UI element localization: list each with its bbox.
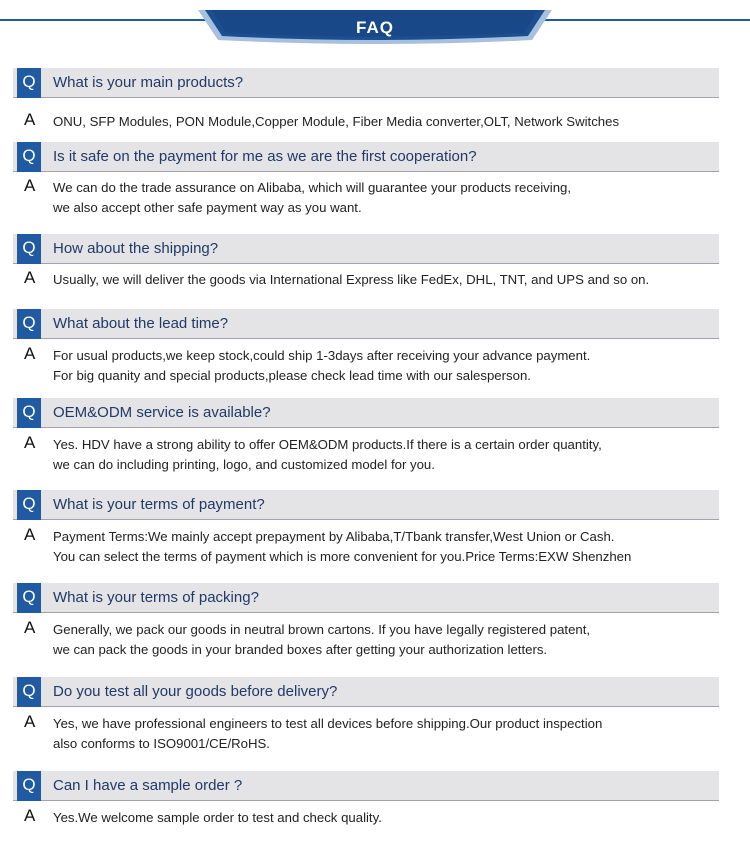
faq-question-row: [13, 677, 719, 707]
faq-answer-line: we also accept other safe payment way as you want.: [53, 199, 362, 215]
faq-question-row: [13, 583, 719, 613]
faq-question: What is your terms of payment?: [53, 496, 265, 513]
answer-marker: A: [24, 618, 36, 637]
answer-marker: A: [24, 806, 36, 825]
faq-question: OEM&ODM service is available?: [53, 404, 271, 421]
answer-marker: A: [24, 433, 36, 452]
faq-answer-line: You can select the terms of payment which is more convenient for you.Price Terms:EXW Shenzhen: [53, 548, 632, 564]
faq-answer-line: ONU, SFP Modules, PON Module,Copper Module, Fiber Media converter,OLT, Network Switches: [53, 114, 620, 129]
answer-marker: A: [24, 110, 36, 129]
faq-question-row: [13, 68, 719, 98]
faq-question-row: [13, 234, 719, 264]
faq-answer-line: For big quanity and special products,please check lead time with our salesperson.: [53, 367, 531, 383]
faq-question-row: [13, 142, 719, 172]
faq-answer-line: we can pack the goods in your branded boxes after getting your authorization letters.: [53, 641, 548, 657]
faq-answer-line: Yes.We welcome sample order to test and check quality.: [53, 810, 382, 825]
faq-answer-line: Generally, we pack our goods in neutral brown cartons. If you have legally registered patent,: [53, 622, 591, 637]
answer-marker: A: [24, 525, 36, 544]
page-title: FAQ: [356, 18, 394, 37]
answer-marker: A: [24, 176, 36, 195]
faq-header: [0, 0, 750, 60]
faq-question: What about the lead time?: [53, 315, 229, 332]
answer-marker: A: [24, 712, 36, 731]
faq-answer-line: we can do including printing, logo, and customized model for you.: [53, 456, 435, 472]
question-marker: Q: [17, 142, 41, 172]
question-marker: Q: [17, 234, 41, 264]
faq-question: What is your terms of packing?: [53, 589, 259, 606]
faq-question-row: [13, 490, 719, 520]
question-marker: Q: [17, 677, 41, 707]
answer-marker: A: [24, 268, 36, 287]
question-marker: Q: [17, 68, 41, 98]
question-marker: Q: [17, 309, 41, 339]
faq-question: Is it safe on the payment for me as we are the first cooperation?: [53, 148, 477, 165]
faq-question: What is your main products?: [53, 74, 244, 91]
faq-answer-line: also conforms to ISO9001/CE/RoHS.: [53, 735, 270, 751]
faq-answer-line: For usual products,we keep stock,could ship 1-3days after receiving your advance payment.: [53, 348, 591, 363]
answer-marker: A: [24, 344, 36, 363]
faq-question-row: [13, 771, 719, 801]
faq-question: How about the shipping?: [53, 240, 219, 257]
question-marker: Q: [17, 490, 41, 520]
question-marker: Q: [17, 771, 41, 801]
faq-question-row: [13, 309, 719, 339]
faq-answer-line: Payment Terms:We mainly accept prepayment by Alibaba,T/Tbank transfer,West Union or Cash.: [53, 529, 615, 544]
question-marker: Q: [17, 398, 41, 428]
question-marker: Q: [17, 583, 41, 613]
faq-answer-line: Usually, we will deliver the goods via International Express like FedEx, DHL, TNT, and UPS and so on.: [53, 272, 650, 287]
faq-question: Can I have a sample order ?: [53, 777, 243, 794]
faq-answer-line: Yes, we have professional engineers to test all devices before shipping.Our product inspection: [53, 716, 603, 731]
faq-question: Do you test all your goods before delivery?: [53, 683, 338, 700]
faq-answer-line: We can do the trade assurance on Alibaba, which will guarantee your products receiving,: [53, 180, 572, 195]
faq-answer-line: Yes. HDV have a strong ability to offer OEM&ODM products.If there is a certain order quantity,: [53, 437, 602, 452]
faq-question-row: [13, 398, 719, 428]
